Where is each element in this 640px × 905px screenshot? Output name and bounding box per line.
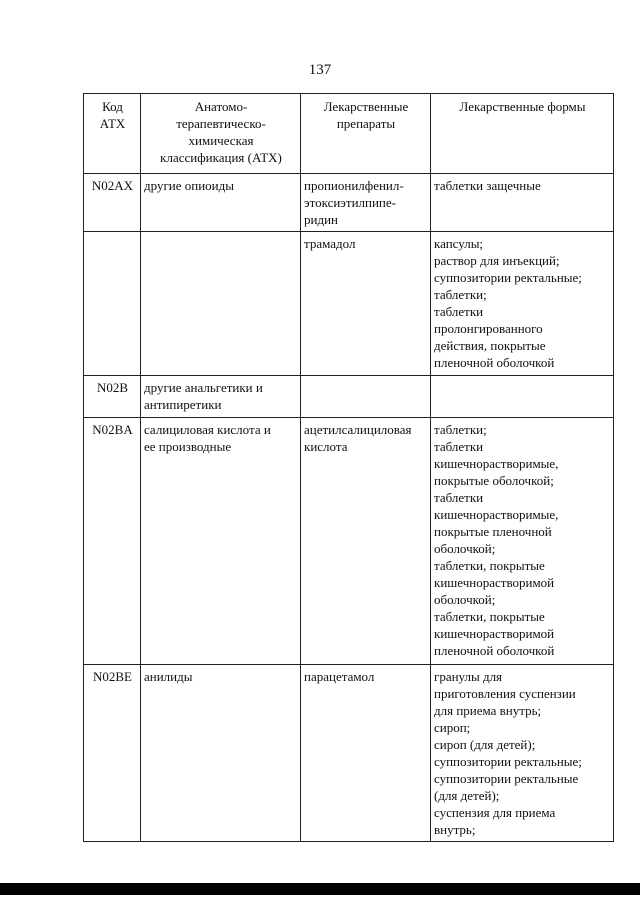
table-row [84, 665, 614, 842]
cell-line: пленочной оболочкой [434, 643, 555, 658]
cell-line: антипиретики [144, 397, 222, 412]
drug-cell [301, 232, 431, 376]
cell-line: Лекарственные [323, 99, 409, 114]
cell-line: кишечнорастворимые, [434, 507, 559, 522]
cell-line: суспензия для приема [434, 805, 556, 820]
cell-line: Код [102, 99, 123, 114]
cell-line: трамадол [304, 236, 356, 251]
cell-line: суппозитории ректальные; [434, 754, 582, 769]
cell-line: таблетки, покрытые [434, 609, 545, 624]
cell-line: оболочкой; [434, 592, 496, 607]
cell-line: ридин [304, 212, 338, 227]
cell-line: суппозитории ректальные [434, 771, 579, 786]
table-row [84, 174, 614, 232]
table-row [84, 418, 614, 665]
cell-line: гранулы для [434, 669, 503, 684]
drug-cell [301, 376, 431, 418]
cell-line: кислота [304, 439, 348, 454]
atc-code-cell: N02B [84, 376, 141, 418]
cell-line: Анатомо- [194, 99, 248, 114]
cell-line: таблетки; [434, 422, 487, 437]
cell-line: капсулы; [434, 236, 484, 251]
drug-cell [301, 665, 431, 842]
forms-cell [431, 418, 614, 665]
cell-line: таблетки, покрытые [434, 558, 545, 573]
cell-line: терапевтическо- [176, 116, 266, 131]
cell-line: сироп; [434, 720, 471, 735]
table-row [84, 376, 614, 418]
cell-line: действия, покрытые [434, 338, 546, 353]
cell-line: (для детей); [434, 788, 500, 803]
cell-line: суппозитории ректальные; [434, 270, 582, 285]
cell-line: препараты [336, 116, 396, 131]
cell-line: оболочкой; [434, 541, 496, 556]
atc-code-cell: N02AX [84, 174, 141, 232]
drug-cell [301, 418, 431, 665]
cell-line: Лекарственные формы [459, 99, 586, 114]
classification-cell [141, 665, 301, 842]
atc-code-cell: N02BA [84, 418, 141, 665]
cell-line: для приема внутрь; [434, 703, 542, 718]
cell-line: анилиды [144, 669, 193, 684]
cell-line: пленочной оболочкой [434, 355, 555, 370]
cell-line: кишечнорастворимой [434, 575, 555, 590]
forms-cell [431, 174, 614, 232]
cell-line: покрытые пленочной [434, 524, 552, 539]
cell-line: покрытые оболочкой; [434, 473, 554, 488]
cell-line: внутрь; [434, 822, 476, 837]
header-forms [431, 94, 614, 174]
cell-line: приготовления суспензии [434, 686, 576, 701]
cell-line: таблетки защечные [434, 178, 541, 193]
cell-line: классификация (АТХ) [160, 150, 282, 165]
cell-line: сироп (для детей); [434, 737, 536, 752]
cell-line: химическая [188, 133, 254, 148]
cell-line: таблетки [434, 439, 484, 454]
cell-line: ацетилсалициловая [304, 422, 412, 437]
table-header-row [84, 94, 614, 174]
cell-line: таблетки; [434, 287, 487, 302]
atc-drug-table [83, 93, 614, 842]
cell-line: другие анальгетики и [144, 380, 263, 395]
atc-code-cell [84, 232, 141, 376]
forms-cell [431, 232, 614, 376]
drug-cell [301, 174, 431, 232]
header-classification [141, 94, 301, 174]
cell-line: таблетки [434, 304, 484, 319]
cell-line: пролонгированного [434, 321, 543, 336]
scan-edge-bar [0, 883, 640, 895]
classification-cell [141, 232, 301, 376]
header-drugs [301, 94, 431, 174]
forms-cell [431, 665, 614, 842]
cell-line: этоксиэтилпипе- [304, 195, 396, 210]
forms-cell [431, 376, 614, 418]
classification-cell [141, 418, 301, 665]
cell-line: пропионилфенил- [304, 178, 404, 193]
cell-line: АТХ [99, 116, 126, 131]
cell-line: салициловая кислота и [144, 422, 271, 437]
classification-cell [141, 376, 301, 418]
cell-line: кишечнорастворимые, [434, 456, 559, 471]
classification-cell [141, 174, 301, 232]
atc-code-cell: N02BE [84, 665, 141, 842]
table-row [84, 232, 614, 376]
cell-line: кишечнорастворимой [434, 626, 555, 641]
cell-line: таблетки [434, 490, 484, 505]
cell-line: другие опиоиды [144, 178, 234, 193]
page-number: 137 [308, 62, 332, 78]
header-code [84, 94, 141, 174]
cell-line: парацетамол [304, 669, 375, 684]
cell-line: раствор для инъекций; [434, 253, 560, 268]
cell-line: ее производные [144, 439, 232, 454]
